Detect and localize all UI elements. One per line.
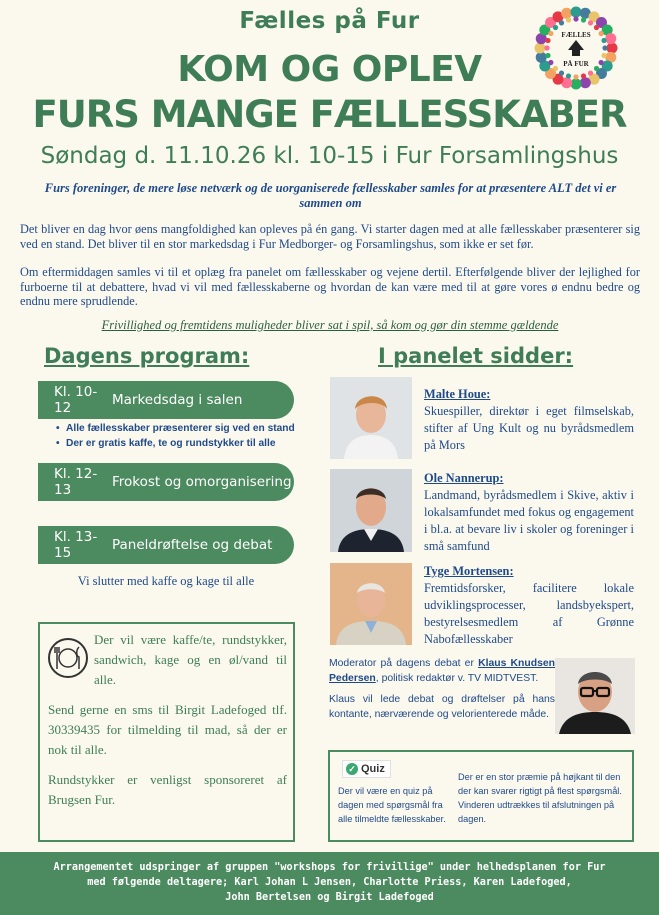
catering-info-box bbox=[38, 622, 295, 842]
lead-text: Furs foreninger, de mere løse netværk og de uorganiserede fællesskaber samles for at præsentere ALT det vi er sammen om bbox=[44, 181, 617, 210]
moderator-info bbox=[329, 656, 555, 722]
panel-member-2 bbox=[424, 470, 634, 555]
event-date: Søndag d. 11.10.26 kl. 10-15 i Fur Forsamlingshus bbox=[40, 143, 619, 169]
program-item-1 bbox=[38, 381, 294, 419]
moderator-name: Klaus Knudsen Pedersen bbox=[329, 658, 555, 684]
sponsor-text: Rundstykker er venligst sponsoreret af Brugsen Fur. bbox=[48, 772, 287, 807]
panel-member-1 bbox=[424, 386, 634, 454]
panel-member-desc: Fremtidsforsker, facilitere lokale udviklingsprocesser, landsbyekspert, bestyrelsesmedlem af Grønne Nabofællesskaber bbox=[424, 581, 634, 646]
program-item-2 bbox=[38, 463, 294, 501]
program-time: Kl. 13-15 bbox=[54, 529, 98, 561]
program-closing: Vi slutter med kaffe og kage til alle bbox=[77, 574, 255, 588]
footer-line: Arrangementet udspringer af gruppen "workshops for frivillige" under helhedsplanen for Fur bbox=[53, 862, 606, 873]
quiz-prize-text: Der er en stor præmie på højkant til den der kan svarer rigtigt på flest spørgsmål. Vinderen udtrækkes til afslutningen på dagen. bbox=[458, 772, 622, 824]
footer-line: med følgende deltagere; Karl Johan L Jensen, Charlotte Priess, Karen Ladefoged, bbox=[87, 877, 572, 888]
quiz-info-box bbox=[328, 750, 634, 842]
quiz-text: Der vil være en quiz på dagen med spørgsmål fra alle tilmeldte fællesskaber. bbox=[338, 786, 446, 824]
intro-paragraph-2: Om eftermiddagen samles vi til et oplæg fra panelet om fællesskaber og vejene dertil. Efterfølgende bliver der lejlighed for furboerne til at debattere, hvad vi vil med fællesskaberne og hvordan de kan være med til at gøre vores ø endnu bedre og endnu mere sprudlende. bbox=[20, 265, 640, 308]
check-icon: ✓ bbox=[346, 763, 358, 775]
moderator-description: Klaus vil lede debat og drøftelser på hans kontante, nærværende og velorienterede måde. bbox=[329, 694, 555, 720]
program-label: Paneldrøftelse og debat bbox=[112, 537, 273, 553]
moderator-prefix: Moderator på dagens debat er bbox=[329, 658, 479, 669]
photo-tyge-mortensen bbox=[330, 563, 412, 645]
footer-line: John Bertelsen og Birgit Ladefoged bbox=[225, 892, 434, 903]
svg-text:FÆLLES: FÆLLES bbox=[561, 31, 591, 39]
quiz-badge bbox=[342, 760, 391, 778]
panel-member-name: Malte Houe: bbox=[424, 387, 491, 401]
main-title-line2: FURS MANGE FÆLLESSKABER bbox=[32, 93, 627, 136]
list-item: • Alle fællesskaber præsenterer sig ved en stand bbox=[56, 421, 306, 436]
program-item-3 bbox=[38, 526, 294, 564]
panel-member-desc: Skuespiller, direktør i eget filmselskab, stifter af Ung Kult og nu byrådsmedlem på Mors bbox=[424, 404, 634, 452]
program-label: Frokost og omorganisering bbox=[112, 474, 292, 490]
program-heading: Dagens program: bbox=[44, 344, 250, 368]
catering-text: Der vil være kaffe/te, rundstykker, sandwich, kage og en øl/vand til alle. bbox=[94, 632, 287, 687]
photo-malte-houe bbox=[330, 377, 412, 459]
panel-heading: I panelet sidder: bbox=[378, 344, 574, 368]
panel-member-name: Ole Nannerup: bbox=[424, 471, 504, 485]
slogan: Frivillighed og fremtidens muligheder bliver sat i spil, så kom og gør din stemme gældende bbox=[101, 318, 559, 332]
plate-cutlery-icon bbox=[48, 638, 88, 678]
kicker-title: Fælles på Fur bbox=[239, 8, 420, 34]
panel-member-name: Tyge Mortensen: bbox=[424, 564, 514, 578]
program-time: Kl. 10-12 bbox=[54, 384, 98, 416]
photo-klaus-knudsen-pedersen bbox=[555, 658, 635, 734]
panel-member-3 bbox=[424, 563, 634, 648]
photo-ole-nannerup bbox=[330, 469, 412, 552]
footer bbox=[0, 852, 659, 915]
moderator-suffix: , politisk redaktør v. TV MIDTVEST. bbox=[375, 673, 539, 684]
program-time: Kl. 12-13 bbox=[54, 466, 98, 498]
panel-member-desc: Landmand, byrådsmedlem i Skive, aktiv i lokalsamfundet med fokus og engagement i bl.a. at bevare liv i skoler og foreninger i små samfund bbox=[424, 488, 634, 553]
program-bullets bbox=[56, 421, 306, 451]
intro-paragraph-1: Det bliver en dag hvor øens mangfoldighed kan opleves på én gang. Vi starter dagen med at alle fællesskaber præsenterer sig ved en stand. Det bliver til en stor markedsdag i Fur Medborger- og Forsamlingshus, som ikke er set før. bbox=[20, 222, 640, 251]
list-item: • Der er gratis kaffe, te og rundstykker til alle bbox=[56, 436, 306, 451]
signup-text: Send gerne en sms til Birgit Ladefoged tlf. 30339435 for tilmelding til mad, så der er nok til alle. bbox=[48, 702, 287, 757]
quiz-badge-label: Quiz bbox=[361, 763, 385, 775]
program-label: Markedsdag i salen bbox=[112, 392, 243, 408]
svg-text:PÅ FUR: PÅ FUR bbox=[563, 60, 589, 68]
main-title-line1: KOM OG OPLEV bbox=[177, 49, 482, 90]
